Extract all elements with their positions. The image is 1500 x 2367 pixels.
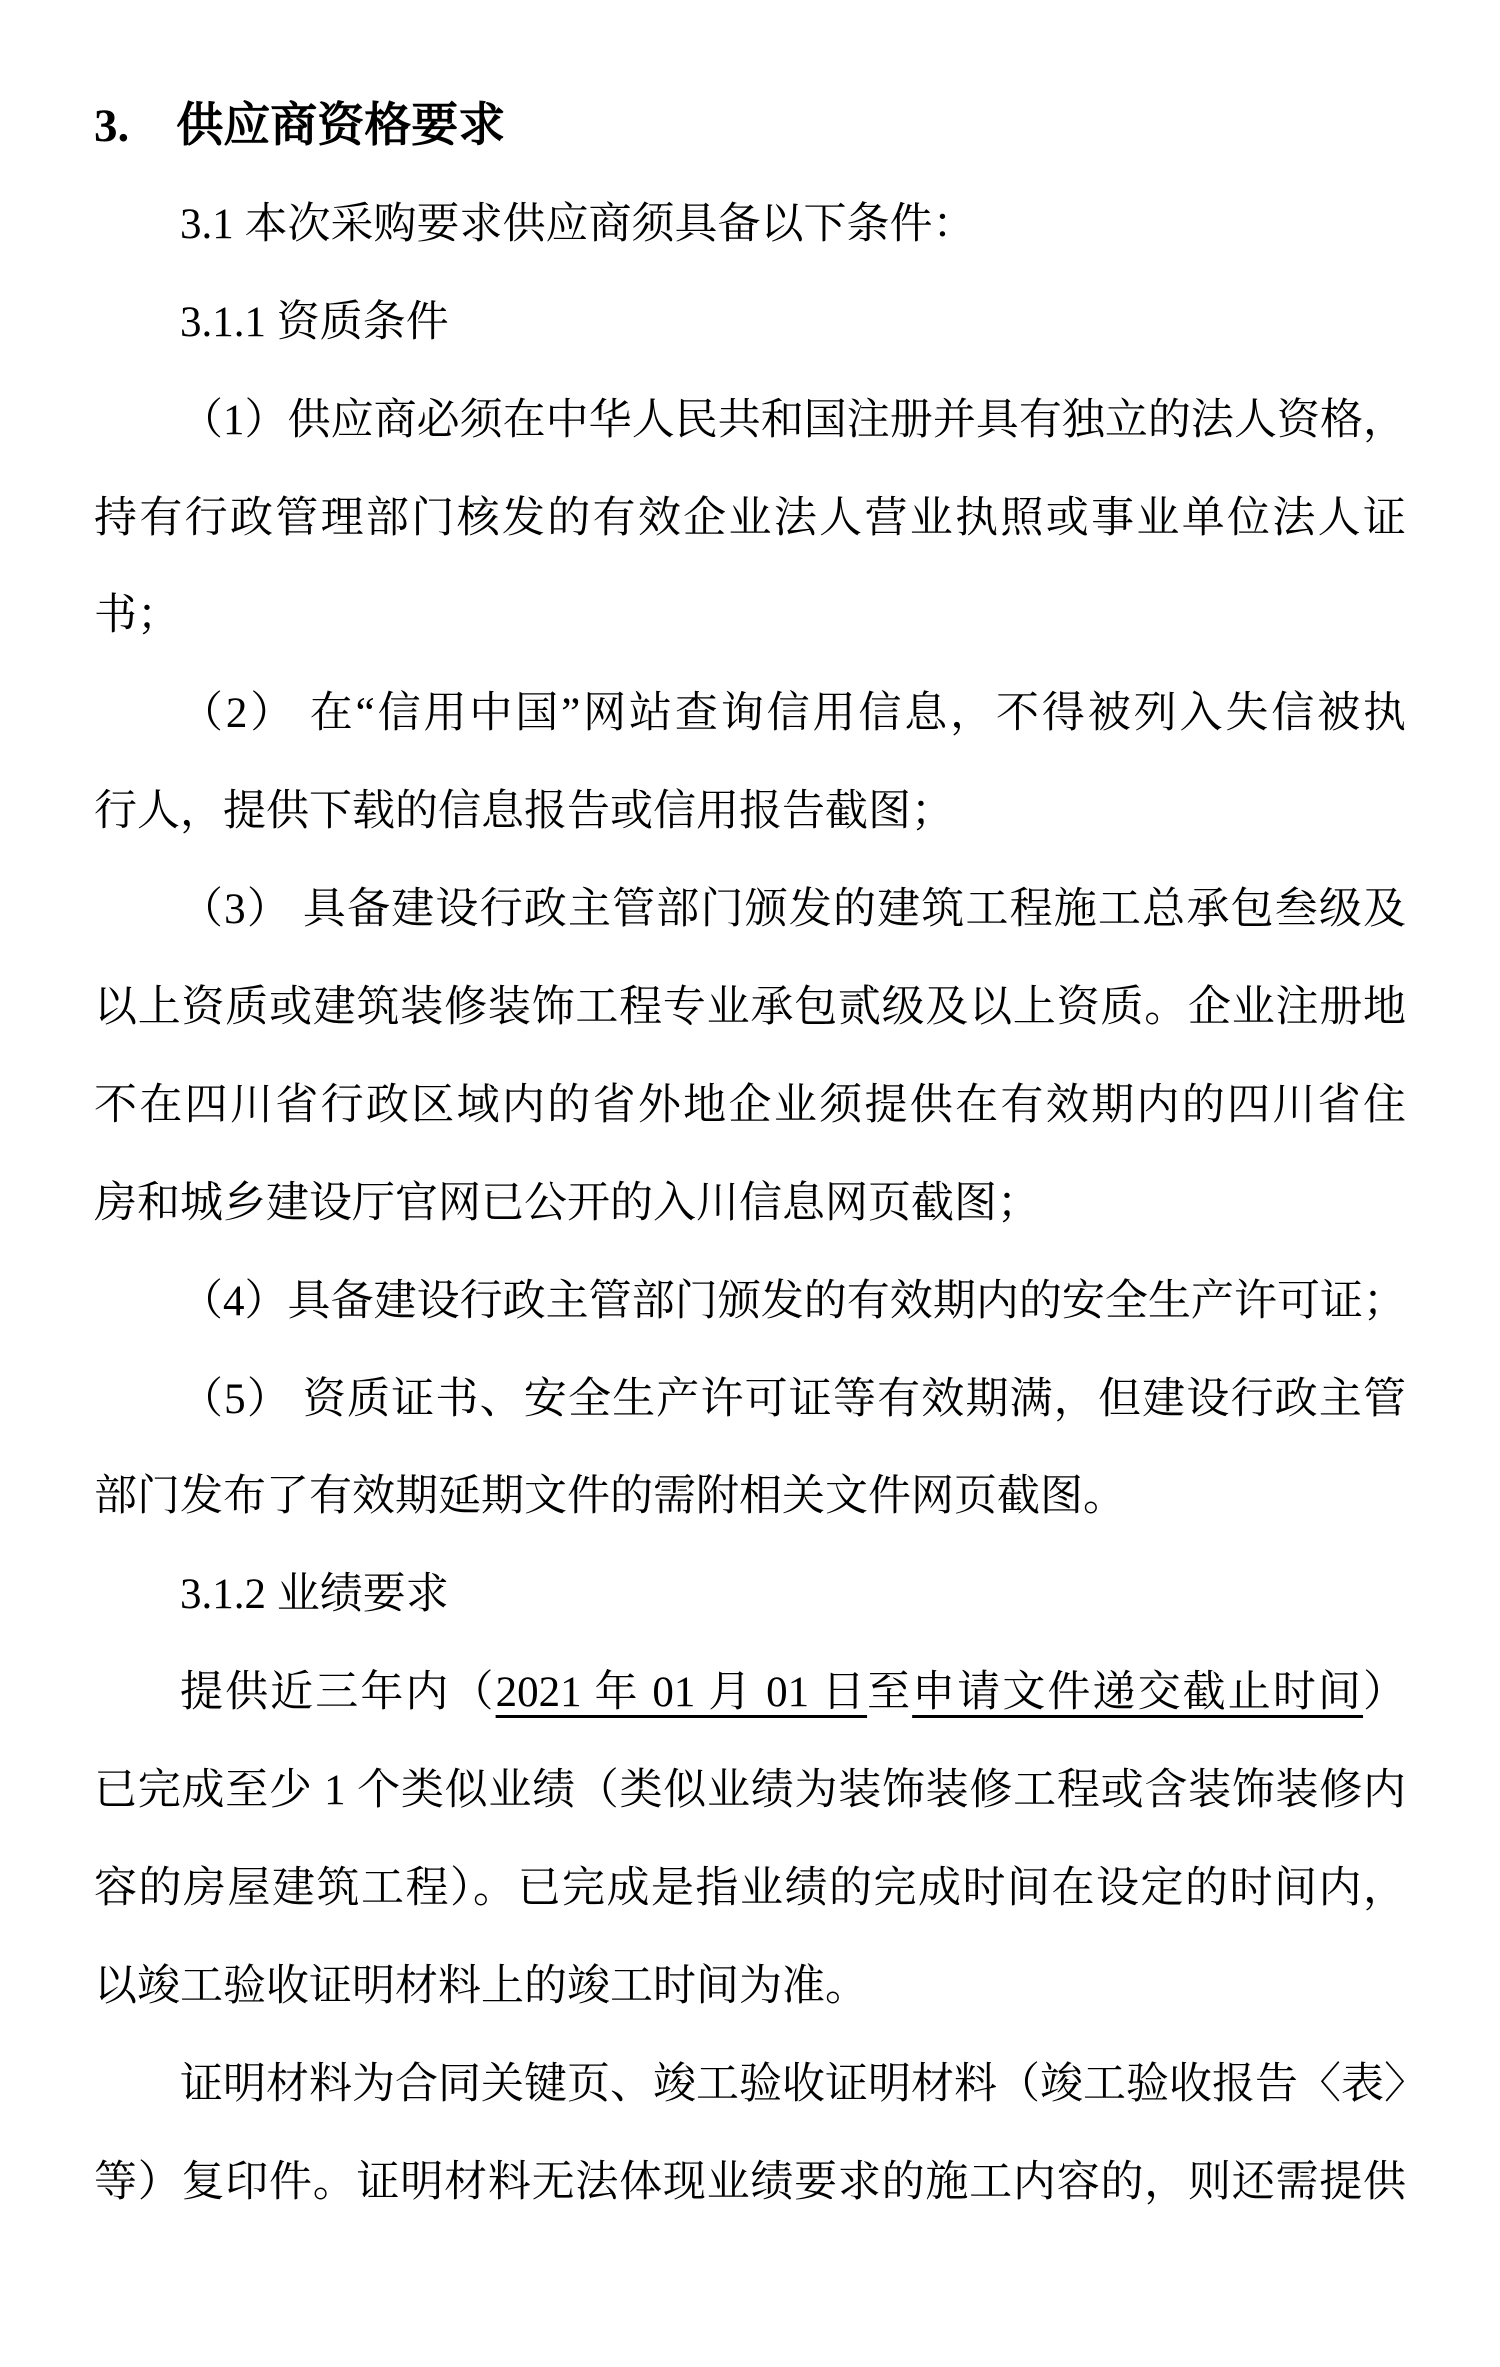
underlined-text: 2021 年 01 月 01 日	[495, 1669, 868, 1717]
text-run: 不在四川省行政区域内的省外地企业须提供在有效期内的四川省住	[94, 1081, 1406, 1129]
text-run: 已完成至少 1 个类似业绩（类似业绩为装饰装修工程或含装饰装修内	[94, 1767, 1406, 1815]
item-4-line-1	[94, 1253, 1406, 1351]
text-run: （3） 具备建设行政主管部门颁发的建筑工程施工总承包叁级及	[180, 886, 1406, 934]
text-run: 3.1.1 资质条件	[180, 298, 449, 346]
text-run: 至	[867, 1669, 913, 1717]
text-run: 以竣工验收证明材料上的竣工时间为准。	[94, 1962, 868, 2010]
item-3-line-2	[94, 959, 1406, 1057]
proof-para-line-2	[94, 2134, 1406, 2232]
item-1-line-1	[94, 372, 1406, 470]
text-run: （2） 在“信用中国”网站查询信用信息，不得被列入失信被执	[180, 690, 1406, 738]
text-run: 部门发布了有效期延期文件的需附相关文件网页截图。	[94, 1473, 1126, 1521]
text-run: 以上资质或建筑装修装饰工程专业承包贰级及以上资质。企业注册地	[94, 984, 1406, 1032]
text-run: ）	[1363, 1669, 1407, 1717]
text-run: （1）供应商必须在中华人民共和国注册并具有独立的法人资格，	[180, 396, 1406, 444]
underlined-text: 申请文件递交截止时间	[912, 1669, 1364, 1717]
clause-3-1	[94, 176, 1406, 274]
text-run: 3.1.2 业绩要求	[180, 1571, 449, 1619]
clause-3-1-1	[94, 274, 1406, 372]
item-2-line-1	[94, 665, 1406, 763]
document-body	[94, 78, 1427, 2232]
item-5-line-1	[94, 1351, 1406, 1449]
text-run: 房和城乡建设厅官网已公开的入川信息网页截图；	[94, 1179, 1040, 1227]
item-3-line-3	[94, 1057, 1406, 1155]
item-1-line-2	[94, 470, 1406, 568]
item-5-line-2	[94, 1448, 1406, 1546]
performance-para-line-4	[94, 1938, 1406, 2036]
text-run: 提供近三年内（	[180, 1669, 496, 1717]
text-run: 行人，提供下载的信息报告或信用报告截图；	[94, 788, 954, 836]
item-3-line-4	[94, 1155, 1406, 1253]
item-2-line-2	[94, 763, 1406, 861]
text-run: 3. 供应商资格要求	[94, 100, 506, 152]
item-1-line-3	[94, 567, 1406, 665]
performance-para-line-3	[94, 1840, 1406, 1938]
text-run: 证明材料为合同关键页、竣工验收证明材料（竣工验收报告〈表〉	[180, 2060, 1427, 2108]
section-heading	[94, 78, 1406, 176]
text-run: （4）具备建设行政主管部门颁发的有效期内的安全生产许可证；	[180, 1277, 1406, 1325]
text-run: 持有行政管理部门核发的有效企业法人营业执照或事业单位法人证	[94, 494, 1406, 542]
text-run: 书；	[94, 592, 180, 640]
text-run: （5） 资质证书、安全生产许可证等有效期满，但建设行政主管	[180, 1375, 1406, 1423]
text-run: 容的房屋建筑工程）。已完成是指业绩的完成时间在设定的时间内，	[94, 1865, 1406, 1913]
text-run: 3.1 本次采购要求供应商须具备以下条件：	[180, 200, 976, 248]
performance-para-line-1	[94, 1644, 1406, 1742]
clause-3-1-2	[94, 1546, 1406, 1644]
item-3-line-1	[94, 861, 1406, 959]
proof-para-line-1	[94, 2036, 1427, 2134]
text-run: 等）复印件。证明材料无法体现业绩要求的施工内容的，则还需提供	[94, 2158, 1406, 2206]
performance-para-line-2	[94, 1742, 1406, 1840]
